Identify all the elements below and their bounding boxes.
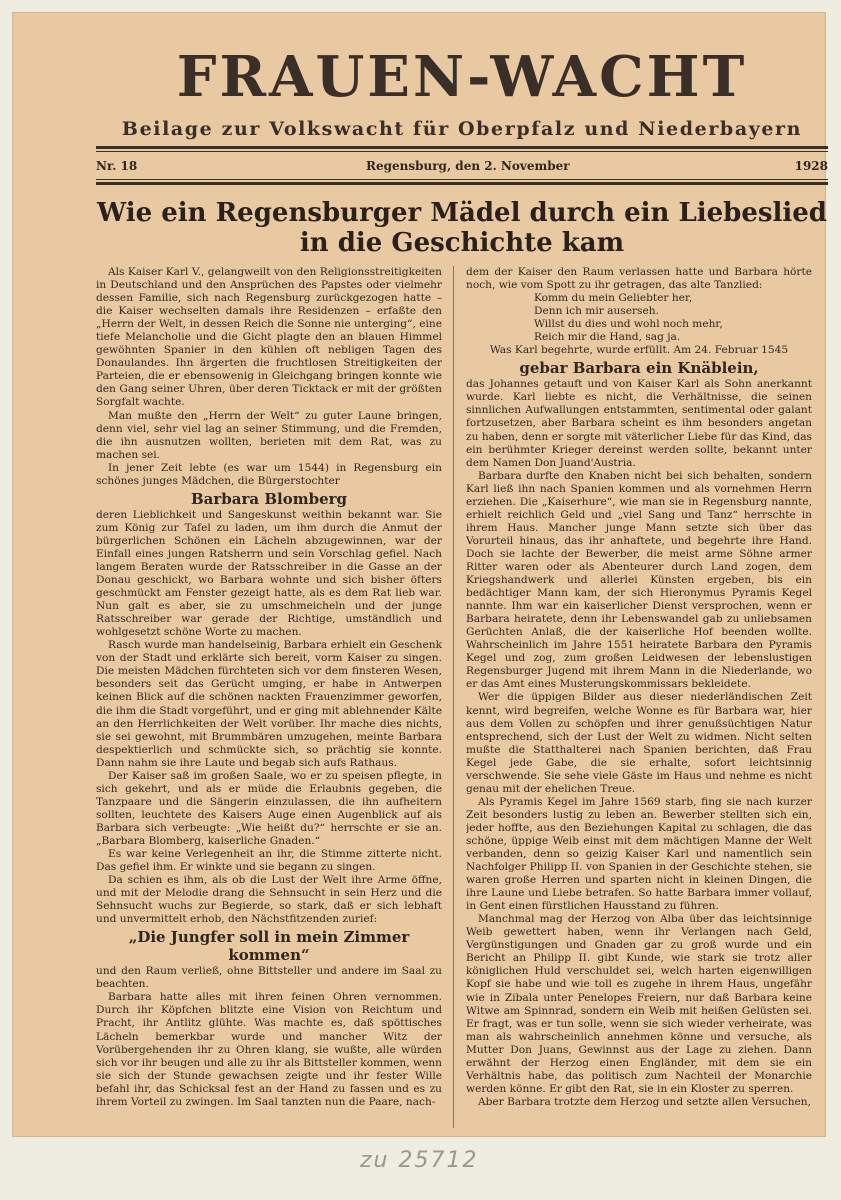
archive-pencil-note: zu 25712	[360, 1148, 479, 1173]
paragraph: deren Lieblichkeit und Sangeskunst weithin bekannt war. Sie zum König zur Tafel zu laden, um ihm durch die Anmut der bürgerlichen Schönen ein Lächeln abzugewinnen, war der Einfall eines jungen Ratsherrn und sein Vorschlag gefiel. Nach langem Beraten wurde der Ratsschreiber in die Gasse an der Donau geschickt, wo Barbara wohnte und sich bisher öfters geschmückt am Fenster gezeigt hatte, als es dem Rat lieb war. Nun galt es aber, sie zu umschmeicheln und der junge Ratsschreiber war gerade der Richtige, umständlich und wohlgesetzt schöne Worte zu machen.	[96, 508, 442, 639]
paragraph: Was Karl begehrte, wurde erfüllt. Am 24. Februar 1545	[489, 344, 789, 357]
paragraph: Da schien es ihm, als ob die Lust der Welt ihre Arme öffne, und mit der Melodie drang die Sehnsucht in sein Herz und die Sehnsucht wuchs zur Begierde, so stark, daß er sich lebhaft und unvermittelt erhob, den Nächstfitzenden zurief:	[96, 874, 442, 926]
issue-number: Nr. 18	[96, 159, 138, 173]
masthead-rule	[96, 146, 828, 149]
poem-line: Komm du mein Geliebter her,	[534, 292, 693, 305]
subheading: Barbara Blomberg	[190, 489, 348, 508]
article-headline: Wie ein Regensburger Mädel durch ein Liebeslied in die Geschichte kam	[96, 198, 827, 258]
paragraph: Barbara hatte alles mit ihren feinen Ohren vernommen. Durch ihr Köpfchen blitzte eine Vision von Reichtum und Pracht, ihr Antlitz glühte. Was machte es, daß spöttisches Lächeln bemerkbar wurde und mancher Witz der Vorübergehenden ihr zu Ohren klang, sie wußte, alle würden sich vor ihr beugen und alle zu ihr als Bittsteller kommen, wenn sie sich der Stunde gewachsen zeigte und ihr fester Wille befahl ihr, das Schicksal fest an der Hand zu fassen und es zu ihrem Vorteil zu zwingen. Im Saal tanzten nun die Paare, nach-	[96, 991, 442, 1108]
masthead-title: FRAUEN-WACHT	[176, 46, 748, 110]
column-divider	[453, 266, 454, 1128]
paragraph: Barbara durfte den Knaben nicht bei sich behalten, sondern Karl ließ ihn nach Spanien kommen und als vornehmen Herrn erziehen. Die „Kaiserhure“, wie man sie in Regensburg nannte, erhielt reichlich Geld und „viel Sang und Tanz“ herrschte in ihrem Haus. Mancher junge Mann setzte sich über das Vorurteil hinaus, das ihr anhaftete, und begehrte ihre Hand. Doch sie lachte der Bewerber, die meist arme Söhne armer Ritter waren oder als Abenteurer durch Land zogen, dem Kriegshandwerk und allerlei Künsten ergeben, bis ein bedächtiger Mann kam, der sich Hieronymus Pyramis Kegel nannte. Ihm war ein kaiserlicher Dienst versprochen, wenn er Barbara heiratete, denn ihr Lebenswandel gab zu unliebsamen Gerüchten Anlaß, die der kaiserliche Hof beenden wollte. Wahrscheinlich im Jahre 1551 heiratete Barbara den Pyramis Kegel und zog, zum großen Leidwesen der lebenslustigen Regensburger Jugend mit ihrem Mann in die Niederlande, wo er das Amt eines Musterungskommissars bekleidete.	[466, 469, 812, 691]
paragraph: Aber Barbara trotzte dem Herzog und setzte allen Versuchen,	[478, 1095, 811, 1108]
subheading: „Die Jungfer soll in mein Zimmer kommen“	[128, 928, 410, 965]
article-column-left	[96, 266, 442, 1142]
paragraph: das Johannes getauft und von Kaiser Karl als Sohn anerkannt wurde. Karl liebte es nicht, die Verhältnisse, die seinen sinnlichen Aufwallungen entstammten, sentimental oder galant fortzusetzen, aber Barbara scheint es ihm besonders angetan zu haben, denn er sorgte mit väterlicher Liebe für das Kind, das ein berühmter Krieger dereinst werden sollte, bekannt unter dem Namen Don Juand'Austria.	[466, 378, 812, 469]
paragraph: Der Kaiser saß im großen Saale, wo er zu speisen pflegte, in sich gekehrt, und als er müde die Erlaubnis gegeben, die Tanzpaare und die Sängerin einzulassen, die ihn aufheitern sollten, leuchtete des Kaisers Auge einen Augenblick auf als Barbara sich verbeugte: „Wie heißt du?“ herrschte er sie an. „Barbara Blomberg, kaiserliche Gnaden.“	[96, 769, 442, 847]
subheading: gebar Barbara ein Knäblein,	[519, 359, 759, 378]
paragraph: und den Raum verließ, ohne Bittsteller und andere im Saal zu beachten.	[96, 965, 442, 991]
newspaper-clipping	[12, 12, 826, 1137]
dateline-rule	[96, 182, 828, 185]
paragraph: In jener Zeit lebte (es war um 1544) in Regensburg ein schönes junges Mädchen, die Bürgerstochter	[96, 461, 442, 487]
issue-year: 1928	[794, 159, 828, 173]
paragraph: Man mußte den „Herrn der Welt“ zu guter Laune bringen, denn viel, sehr viel lag an seiner Stimmung, und die Fremden, die ihn ausnutzen wollten, berieten mit dem Rat, was zu machen sei.	[96, 409, 442, 461]
paragraph: Rasch wurde man handelseinig, Barbara erhielt ein Geschenk von der Stadt und erklärte sich bereit, vorm Kaiser zu singen. Die meisten Mädchen fürchteten sich vor dem finsteren Wesen, besonders seit das Gerücht umging, er habe in Antwerpen keinen Blick auf die schönen nackten Frauenzimmer geworfen, die ihm die Stadt vorgeführt, und er ging mit ablehnender Kälte an den Herrlichkeiten der Welt vorüber. Ihr mache dies nichts, sie sei gewohnt, mit Brummbären umzugehen, meinte Barbara despektierlich und schmückte sich, so prächtig sie konnte. Dann nahm sie ihre Laute und begab sich aufs Rathaus.	[96, 639, 442, 769]
poem-line: Reich mir die Hand, sag ja.	[534, 331, 681, 344]
paragraph: Als Kaiser Karl V., gelangweilt von den Religionsstreitigkeiten in Deutschland und den Ansprüchen des Papstes oder vielmehr dessen Familie, sich nach Regensburg zurückgezogen hatte – die Kaiser wechselten damals ihre Residenzen – erfaßte den „Herrn der Welt, in dessen Reich die Sonne nie unterging“, eine tiefe Melancholie und die Gicht plagte den an blauen Himmel gewöhnten Spanier in den kühlen oft nebligen Tagen des Donaulandes. Ihn ärgerten die fruchtlosen Streitigkeiten der Parteien, die er ebensowenig in Gleichgang bringen konnte wie den Gang seiner Uhren, über deren Ticktack er mit der größten Sorgfalt wachte.	[96, 266, 442, 409]
poem-line: Denn ich mir auserseh.	[534, 305, 659, 318]
dateline-rule-thin	[96, 179, 828, 180]
place-date: Regensburg, den 2. November	[366, 159, 570, 173]
article-column-right	[466, 266, 812, 1142]
masthead-rule-thin	[96, 151, 828, 152]
paragraph: Als Pyramis Kegel im Jahre 1569 starb, fing sie nach kurzer Zeit besonders lustig zu leben an. Bewerber stellten sich ein, jeder hoffte, aus den Beziehungen Kapital zu schlagen, die das schöne, üppige Weib einst mit dem mächtigen Manne der Welt verbanden, denn so geizig Kaiser Karl und namentlich sein Nachfolger Philipp II. von Spanien in der Geschichte stehen, sie waren große Herren und sparten nicht in kleinen Dingen, die ihre Laune und Liebe betrafen. So hatte Barbara immer vollauf, in Gent einen fürstlichen Hausstand zu führen.	[466, 795, 812, 913]
poem-line: Willst du dies und wohl noch mehr,	[534, 318, 723, 331]
paragraph: Es war keine Verlegenheit an ihr, die Stimme zitterte nicht. Das gefiel ihm. Er winkte und sie begann zu singen.	[96, 848, 442, 874]
newspaper-page	[96, 46, 828, 1142]
paragraph: dem der Kaiser den Raum verlassen hatte und Barbara hörte noch, wie vom Spott zu ihr getragen, das alte Tanzlied:	[466, 266, 812, 292]
paragraph: Manchmal mag der Herzog von Alba über das leichtsinnige Weib gewettert haben, wenn ihr Verlangen nach Geld, Vergünstigungen und Gnaden gar zu groß wurde und ein Bericht an Philipp II. gibt Kunde, wie stark sie trotz aller königlichen Huld verschuldet sei, welch harten eigenwilligen Kopf sie habe und wie toll es zugehe in ihrem Haus, ungefähr wie in Zibala unter Penelopes Freiern, nur daß Barbara keine Witwe am Spinnrad, sondern ein Weib mit heißen Gelüsten sei. Er fragt, was er tun solle, wenn sie sich wieder verheirate, was man als wahrscheinlich annehmen könne und versuche, als Mutter Don Juans, Gewinnst aus der Lage zu ziehen. Dann erwähnt der Herzog einen Engländer, mit dem sie ein Verhältnis habe, das politisch zum Nachteil der Monarchie werden könne. Er gibt den Rat, sie in ein Kloster zu sperren.	[466, 913, 812, 1095]
masthead-subtitle: Beilage zur Volkswacht für Oberpfalz und Niederbayern	[121, 118, 803, 140]
paragraph: Wer die üppigen Bilder aus dieser niederländischen Zeit kennt, wird begreifen, welche Wonne es für Barbara war, hier aus dem Vollen zu schöpfen und ihrer genußsüchtigen Natur entsprechend, sich der Lust der Welt zu widmen. Nicht selten mußte die Statthalterei nach Spanien berichten, daß Frau Kegel jede Gabe, die sie erhalte, sofort leichtsinnig verschwende. Sie sehe viele Gäste im Haus und nehme es nicht genau mit der ehelichen Treue.	[466, 691, 812, 795]
